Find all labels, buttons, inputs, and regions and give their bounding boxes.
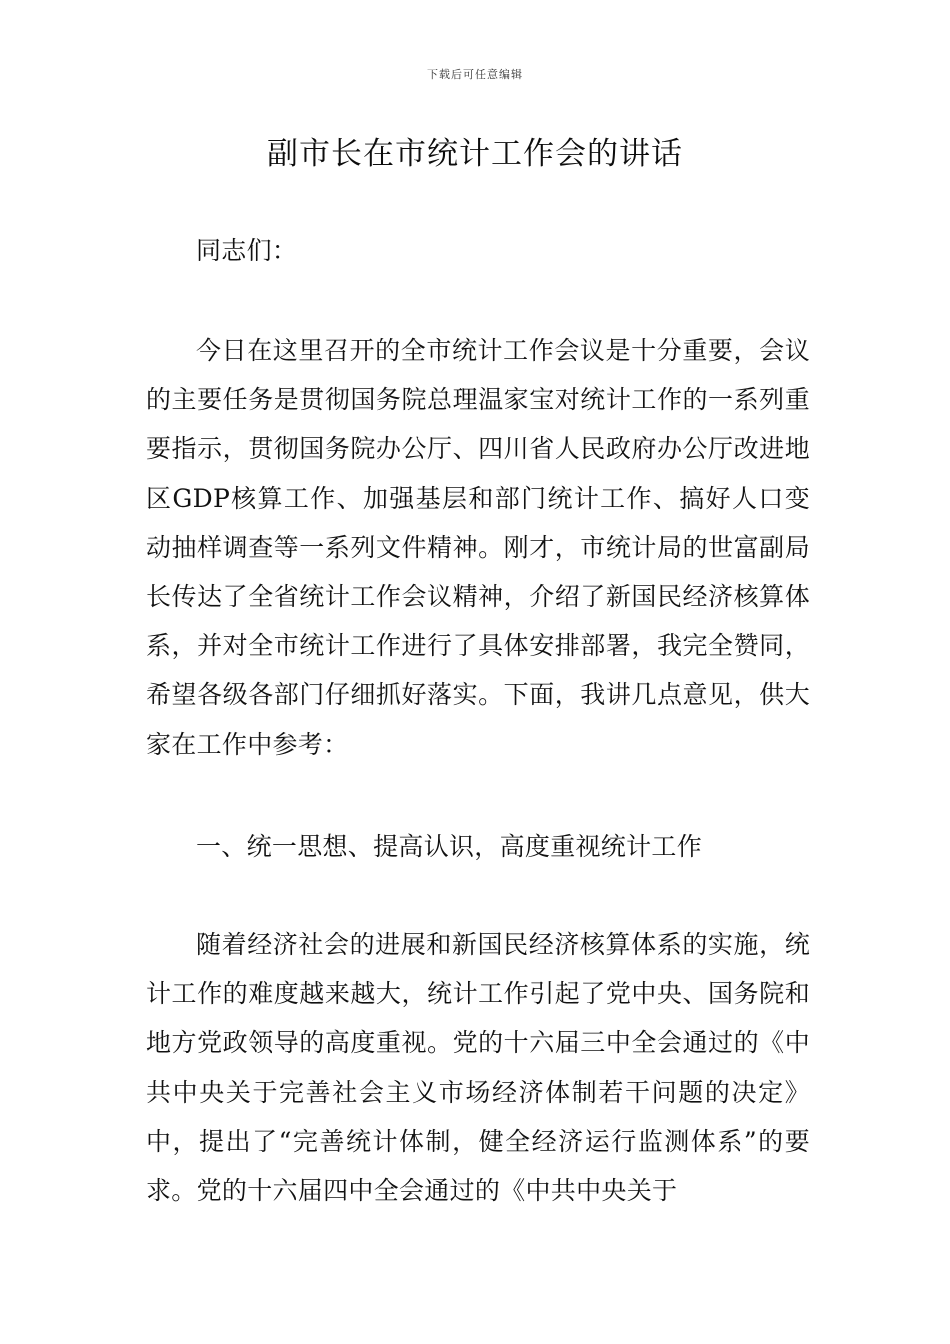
header-note: 下载后可任意编辑 — [427, 68, 523, 81]
document-title: 副市长在市统计工作会的讲话 — [267, 136, 683, 172]
section-heading-1: 一、统一思想、提高认识，高度重视统计工作 — [196, 832, 703, 861]
salutation: 同志们： — [196, 236, 298, 265]
paragraph-2: 随着经济社会的进展和新国民经济核算体系的实施，统计工作的难度越来越大，统计工作引起了党中央、国务院和地方党政领导的高度重视。党的十六届三中全会通过的《中共中央关于完善社会主义市场经济体制若干问题的决定》中，提出了“完善统计体制，健全经济运行监测体系”的要求。党的十六届四中全会通过的《中共中央关于 — [146, 930, 810, 1206]
paragraph-1: 今日在这里召开的全市统计工作会议是十分重要，会议的主要任务是贯彻国务院总理温家宝对统计工作的一系列重要指示，贯彻国务院办公厅、四川省人民政府办公厅改进地区GDP核算工作、加强基层和部门统计工作、搞好人口变动抽样调查等一系列文件精神。刚才，市统计局的世富副局长传达了全省统计工作会议精神，介绍了新国民经济核算体系，并对全市统计工作进行了具体安排部署，我完全赞同，希望各级各部门仔细抓好落实。下面，我讲几点意见，供大家在工作中参考： — [146, 336, 810, 759]
